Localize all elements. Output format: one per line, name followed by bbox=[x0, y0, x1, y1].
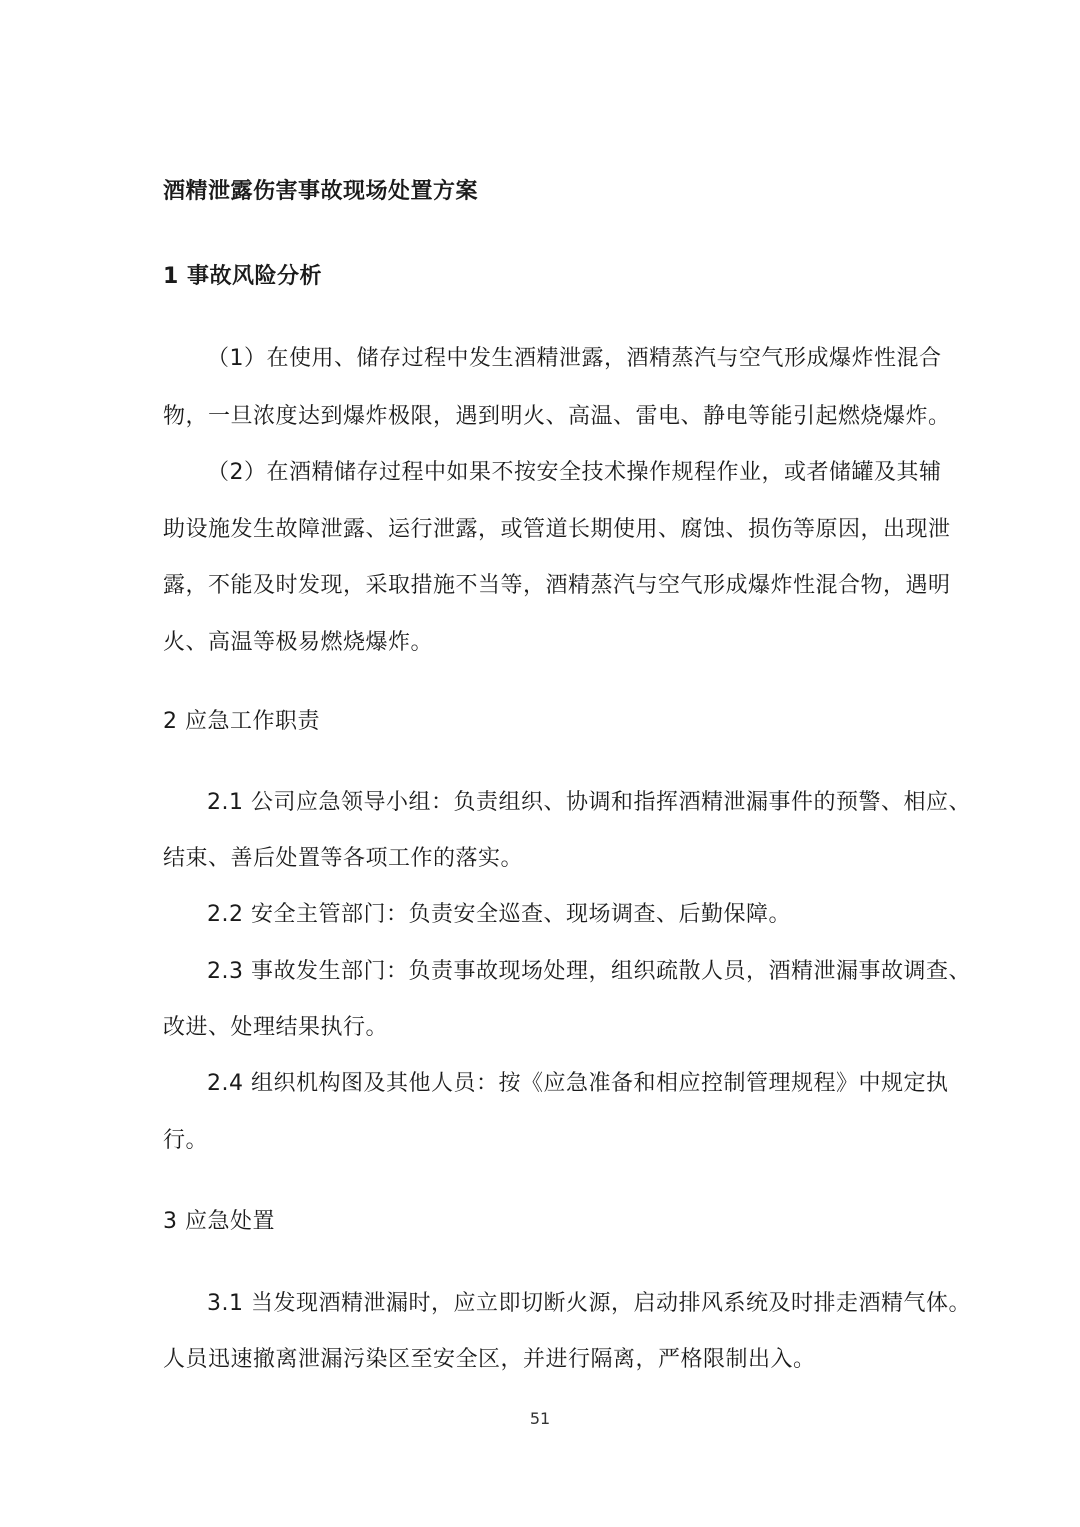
section-1-heading: 1 事故风险分析 bbox=[163, 264, 322, 289]
paragraph-line: （1）在使用、储存过程中发生酒精泄露，酒精蒸汽与空气形成爆炸性混合 bbox=[207, 346, 942, 371]
paragraph-line: 2.2 安全主管部门：负责安全巡查、现场调查、后勤保障。 bbox=[207, 902, 791, 927]
paragraph-line: 2.4 组织机构图及其他人员：按《应急准备和相应控制管理规程》中规定执 bbox=[207, 1071, 949, 1096]
paragraph-line: 助设施发生故障泄露、运行泄露，或管道长期使用、腐蚀、损伤等原因，出现泄 bbox=[163, 517, 951, 542]
document-title: 酒精泄露伤害事故现场处置方案 bbox=[163, 179, 479, 204]
paragraph-line: （2）在酒精储存过程中如果不按安全技术操作规程作业，或者储罐及其辅 bbox=[207, 460, 942, 485]
section-2-heading: 2 应急工作职责 bbox=[163, 709, 320, 734]
page-number: 51 bbox=[529, 1409, 551, 1428]
paragraph-line: 结束、善后处置等各项工作的落实。 bbox=[163, 846, 524, 871]
paragraph-line: 行。 bbox=[163, 1128, 209, 1153]
paragraph-line: 露，不能及时发现，采取措施不当等，酒精蒸汽与空气形成爆炸性混合物，遇明 bbox=[163, 573, 951, 598]
paragraph-line: 人员迅速撤离泄漏污染区至安全区，并进行隔离，严格限制出入。 bbox=[163, 1347, 816, 1372]
paragraph-line: 改进、处理结果执行。 bbox=[163, 1015, 389, 1040]
paragraph-line: 2.1 公司应急领导小组：负责组织、协调和指挥酒精泄漏事件的预警、相应、 bbox=[207, 790, 971, 815]
section-3-heading: 3 应急处置 bbox=[163, 1209, 275, 1234]
paragraph-line: 3.1 当发现酒精泄漏时，应立即切断火源，启动排风系统及时排走酒精气体。 bbox=[207, 1291, 971, 1316]
paragraph-line: 2.3 事故发生部门：负责事故现场处理，组织疏散人员，酒精泄漏事故调查、 bbox=[207, 959, 971, 984]
paragraph-line: 火、高温等极易燃烧爆炸。 bbox=[163, 630, 434, 655]
paragraph-line: 物，一旦浓度达到爆炸极限，遇到明火、高温、雷电、静电等能引起燃烧爆炸。 bbox=[163, 404, 951, 429]
